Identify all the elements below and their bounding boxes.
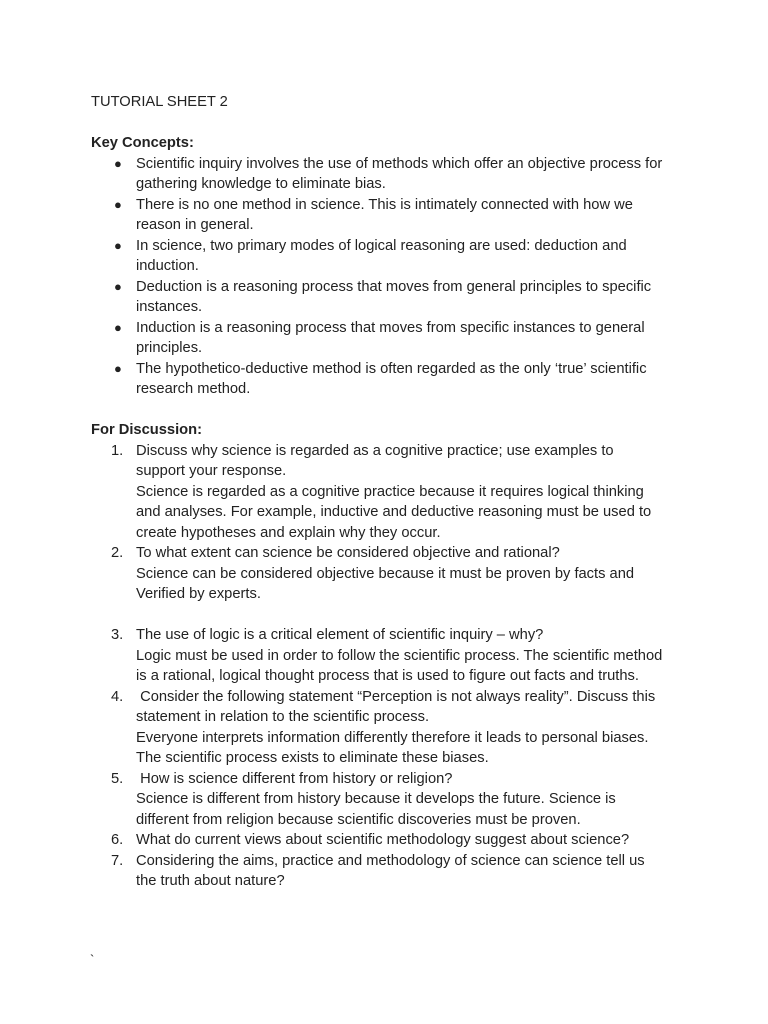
- key-concept-text: The hypothetico-deductive method is often regarded as the only ‘true’ scientific: [136, 360, 647, 377]
- blank-line: [136, 605, 691, 626]
- key-concept-text: induction.: [136, 258, 199, 274]
- item-number: 1.: [111, 442, 124, 459]
- key-concept-item: [91, 318, 691, 359]
- discussion-item: [91, 851, 691, 892]
- discussion-answer: Science is regarded as a cognitive practice because it requires logical thinking: [136, 483, 644, 500]
- key-concept-text: In science, two primary modes of logical reasoning are used: deduction and: [136, 237, 627, 254]
- bullet-icon: ●: [114, 196, 122, 212]
- key-concepts-list: [91, 154, 691, 400]
- discussion-heading: For Discussion:: [91, 422, 202, 438]
- key-concept-item: [91, 195, 691, 236]
- discussion-question: How is science different from history or religion?: [136, 770, 453, 787]
- discussion-question: the truth about nature?: [136, 873, 285, 889]
- key-concept-text: instances.: [136, 299, 203, 315]
- discussion-item: [91, 830, 691, 851]
- bullet-icon: ●: [114, 155, 122, 171]
- item-number: 2.: [111, 545, 124, 561]
- discussion-item: [91, 769, 691, 831]
- key-concept-text: research method.: [136, 381, 251, 397]
- discussion-question: What do current views about scientific methodology suggest about science?: [136, 832, 630, 848]
- discussion-answer: create hypotheses and explain why they occur.: [136, 524, 441, 541]
- key-concept-text: reason in general.: [136, 217, 254, 233]
- discussion-item: [91, 625, 691, 687]
- key-concept-text: Induction is a reasoning process that moves from specific instances to general: [136, 319, 645, 336]
- key-concepts-heading: Key Concepts:: [91, 135, 194, 151]
- key-concept-text: principles.: [136, 340, 203, 356]
- discussion-question: Considering the aims, practice and methodology of science can science tell us: [136, 852, 645, 869]
- discussion-answer: is a rational, logical thought process that is used to figure out facts and truths.: [136, 668, 639, 684]
- discussion-answer: Everyone interprets information differently therefore it leads to personal biases.: [136, 729, 649, 746]
- item-number: 6.: [111, 832, 124, 848]
- discussion-item: [91, 441, 691, 544]
- discussion-item: [91, 543, 691, 625]
- discussion-question: Discuss why science is regarded as a cognitive practice; use examples to: [136, 442, 614, 459]
- bullet-icon: ●: [114, 319, 122, 335]
- discussion-answer: different from religion because scientific discoveries must be proven.: [136, 811, 581, 828]
- key-concept-text: gathering knowledge to eliminate bias.: [136, 176, 386, 192]
- discussion-answer: Science is different from history because it develops the future. Science is: [136, 791, 616, 807]
- key-concept-item: [91, 154, 691, 195]
- bullet-icon: ●: [114, 237, 122, 253]
- discussion-answer: Verified by experts.: [136, 586, 261, 602]
- discussion-answer: and analyses. For example, inductive and deductive reasoning must be used to: [136, 504, 652, 520]
- item-number: 7.: [111, 852, 124, 869]
- key-concept-item: [91, 236, 691, 277]
- key-concept-text: Deduction is a reasoning process that moves from general principles to specific: [136, 278, 652, 295]
- discussion-list: [91, 441, 691, 892]
- discussion-question: statement in relation to the scientific process.: [136, 709, 430, 725]
- discussion-question: The use of logic is a critical element of scientific inquiry – why?: [136, 627, 544, 643]
- item-number: 4.: [111, 688, 124, 705]
- discussion-answer: Science can be considered objective because it must be proven by facts and: [136, 565, 635, 582]
- bullet-icon: ●: [114, 360, 122, 376]
- key-concept-item: [91, 277, 691, 318]
- item-number: 5.: [111, 770, 124, 787]
- key-concept-text: Scientific inquiry involves the use of methods which offer an objective process for: [136, 155, 663, 172]
- discussion-question: To what extent can science be considered objective and rational?: [136, 545, 560, 561]
- discussion-answer: Logic must be used in order to follow the scientific process. The scientific method: [136, 647, 663, 664]
- discussion-question: support your response.: [136, 463, 287, 479]
- bullet-icon: ●: [114, 278, 122, 294]
- discussion-item: [91, 687, 691, 769]
- key-concept-text: There is no one method in science. This is intimately connected with how we: [136, 196, 633, 213]
- item-number: 3.: [111, 627, 124, 643]
- document-title: TUTORIAL SHEET 2: [91, 94, 228, 110]
- key-concept-item: [91, 359, 691, 400]
- discussion-question: Consider the following statement “Perception is not always reality”. Discuss this: [136, 688, 656, 705]
- stray-mark: `: [90, 952, 95, 967]
- discussion-answer: The scientific process exists to eliminate these biases.: [136, 750, 489, 766]
